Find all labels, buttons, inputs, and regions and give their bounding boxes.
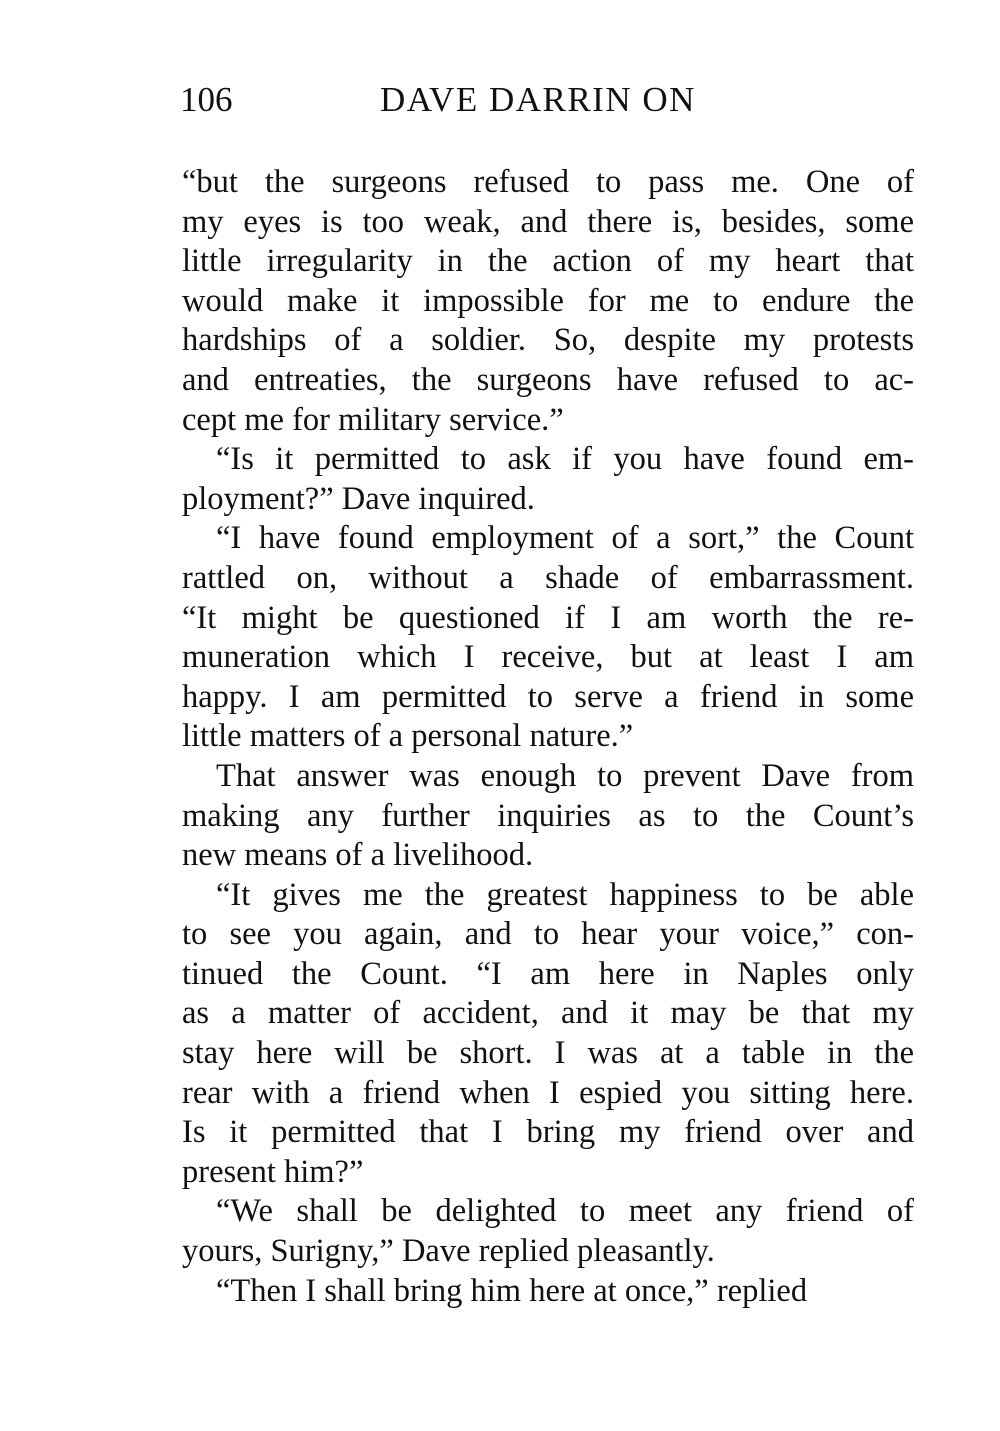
text-line: little irregularity in the action of my heart that	[182, 243, 914, 280]
text-line: “I have found employment of a sort,” the Count	[216, 520, 914, 557]
text-line: “but the surgeons refused to pass me. One of	[182, 164, 914, 200]
text-line: stay here will be short. I was at a table in the	[182, 1035, 914, 1072]
paragraph	[182, 1272, 914, 1312]
paragraph	[182, 440, 914, 519]
text-line: little matters of a personal nature.”	[182, 718, 634, 755]
text-line: happy. I am permitted to serve a friend in some	[182, 678, 914, 715]
paragraph	[182, 757, 914, 876]
running-title: DAVE DARRIN ON	[380, 80, 696, 119]
paragraph	[182, 876, 914, 1193]
text-line: cept me for military service.”	[182, 401, 564, 438]
text-line: hardships of a soldier. So, despite my protests	[182, 322, 914, 359]
text-line: rattled on, without a shade of embarrassment.	[182, 559, 914, 596]
text-line: tinued the Count. “I am here in Naples only	[182, 955, 914, 992]
text-line: as a matter of accident, and it may be that my	[182, 995, 914, 1032]
paragraph	[182, 1192, 914, 1271]
text-line: muneration which I receive, but at least I am	[182, 639, 914, 676]
text-line: Is it permitted that I bring my friend over and	[182, 1114, 914, 1151]
text-line: ployment?” Dave inquired.	[182, 480, 535, 517]
text-line: new means of a livelihood.	[182, 837, 534, 874]
text-line: “It might be questioned if I am worth the re-	[182, 599, 914, 636]
text-line: “We shall be delighted to meet any friend of	[216, 1193, 914, 1230]
text-line: “Is it permitted to ask if you have found em-	[216, 441, 914, 478]
text-line: making any further inquiries as to the Count’s	[182, 797, 914, 834]
text-line: and entreaties, the surgeons have refused to ac-	[182, 361, 914, 398]
paragraph	[182, 519, 914, 757]
body-text	[182, 163, 914, 1311]
text-line: “It gives me the greatest happiness to be able	[216, 876, 914, 913]
text-line: rear with a friend when I espied you sitting here.	[182, 1074, 914, 1111]
text-line: That answer was enough to prevent Dave from	[216, 757, 914, 794]
text-line: to see you again, and to hear your voice,” con-	[182, 916, 914, 953]
text-line: yours, Surigny,” Dave replied pleasantly.	[182, 1233, 715, 1270]
text-line: present him?”	[182, 1153, 364, 1190]
page-number: 106	[180, 80, 233, 119]
text-line: would make it impossible for me to endure the	[182, 282, 914, 319]
page-header	[180, 80, 920, 130]
text-line: “Then I shall bring him here at once,” replied	[216, 1272, 808, 1309]
text-line: my eyes is too weak, and there is, besides, some	[182, 203, 914, 240]
paragraph	[182, 163, 914, 440]
